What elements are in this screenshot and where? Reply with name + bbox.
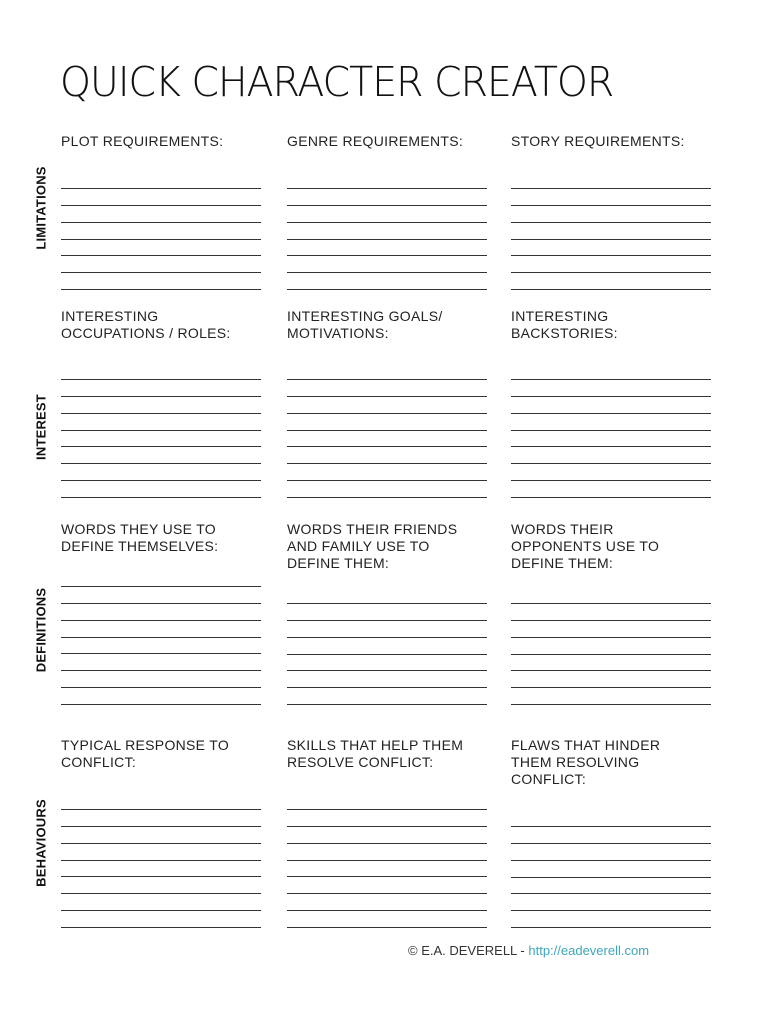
writing-line[interactable]: [511, 481, 711, 498]
self-definition-words-box: [61, 521, 261, 705]
genre-requirements-box: [287, 133, 487, 290]
writing-line[interactable]: [287, 240, 487, 257]
writing-line[interactable]: [287, 397, 487, 414]
page-title: QUICK CHARACTER CREATOR: [60, 58, 614, 106]
writing-line[interactable]: [511, 256, 711, 273]
writing-line[interactable]: [287, 447, 487, 464]
writing-lines[interactable]: [287, 793, 487, 928]
writing-line[interactable]: [287, 172, 487, 189]
writing-line[interactable]: [61, 206, 261, 223]
writing-line[interactable]: [61, 363, 261, 380]
writing-line[interactable]: [511, 671, 711, 688]
box-heading: FLAWS THAT HINDER THEM RESOLVING CONFLICT:: [511, 737, 661, 787]
writing-line[interactable]: [61, 654, 261, 671]
writing-line[interactable]: [287, 688, 487, 705]
writing-line[interactable]: [61, 621, 261, 638]
story-requirements-box: [511, 133, 711, 290]
conflict-skills-box: [287, 737, 487, 928]
writing-line[interactable]: [511, 431, 711, 448]
conflict-response-box: [61, 737, 261, 928]
writing-line[interactable]: [287, 273, 487, 290]
writing-line[interactable]: [61, 256, 261, 273]
interesting-occupations-box: [61, 308, 261, 498]
writing-line[interactable]: [287, 223, 487, 240]
writing-line[interactable]: [287, 671, 487, 688]
writing-line[interactable]: [511, 810, 711, 827]
box-heading: STORY REQUIREMENTS:: [511, 133, 685, 149]
writing-line[interactable]: [511, 894, 711, 911]
box-heading: INTERESTING GOALS/ MOTIVATIONS:: [287, 308, 443, 341]
writing-line[interactable]: [61, 380, 261, 397]
writing-line[interactable]: [287, 877, 487, 894]
writing-line[interactable]: [511, 172, 711, 189]
writing-line[interactable]: [61, 894, 261, 911]
writing-line[interactable]: [61, 397, 261, 414]
writing-line[interactable]: [61, 189, 261, 206]
writing-line[interactable]: [61, 414, 261, 431]
writing-line[interactable]: [61, 431, 261, 448]
copyright-text: © E.A. DEVERELL -: [408, 943, 529, 958]
writing-line[interactable]: [61, 877, 261, 894]
opponents-words-box: [511, 521, 711, 705]
writing-line[interactable]: [287, 861, 487, 878]
writing-lines[interactable]: [511, 587, 711, 705]
writing-line[interactable]: [511, 587, 711, 604]
conflict-flaws-box: [511, 737, 711, 928]
writing-line[interactable]: [61, 793, 261, 810]
writing-line[interactable]: [287, 827, 487, 844]
writing-line[interactable]: [511, 414, 711, 431]
writing-line[interactable]: [511, 621, 711, 638]
writing-line[interactable]: [61, 810, 261, 827]
writing-line[interactable]: [287, 894, 487, 911]
writing-line[interactable]: [511, 464, 711, 481]
writing-line[interactable]: [287, 810, 487, 827]
website-link[interactable]: http://eadeverell.com: [528, 943, 650, 958]
writing-line[interactable]: [287, 363, 487, 380]
writing-line[interactable]: [61, 481, 261, 498]
writing-lines[interactable]: [287, 172, 487, 290]
writing-line[interactable]: [61, 273, 261, 290]
box-heading: PLOT REQUIREMENTS:: [61, 133, 224, 149]
writing-line[interactable]: [61, 587, 261, 604]
writing-line[interactable]: [61, 638, 261, 655]
writing-line[interactable]: [61, 223, 261, 240]
writing-lines[interactable]: [61, 793, 261, 928]
writing-line[interactable]: [61, 911, 261, 928]
writing-line[interactable]: [511, 861, 711, 878]
writing-line[interactable]: [511, 878, 711, 895]
writing-lines[interactable]: [511, 172, 711, 290]
writing-line[interactable]: [61, 844, 261, 861]
writing-line[interactable]: [287, 638, 487, 655]
writing-line[interactable]: [287, 655, 487, 672]
writing-line[interactable]: [511, 363, 711, 380]
writing-line[interactable]: [287, 189, 487, 206]
writing-line[interactable]: [61, 604, 261, 621]
writing-line[interactable]: [61, 688, 261, 705]
writing-line[interactable]: [61, 240, 261, 257]
writing-line[interactable]: [287, 844, 487, 861]
writing-line[interactable]: [511, 688, 711, 705]
writing-line[interactable]: [287, 256, 487, 273]
writing-line[interactable]: [287, 481, 487, 498]
footer-credit: [408, 943, 649, 958]
writing-line[interactable]: [287, 604, 487, 621]
box-heading: TYPICAL RESPONSE TO CONFLICT:: [61, 737, 230, 770]
writing-line[interactable]: [511, 844, 711, 861]
writing-line[interactable]: [511, 911, 711, 928]
writing-lines[interactable]: [61, 570, 261, 705]
writing-line[interactable]: [61, 447, 261, 464]
writing-line[interactable]: [287, 793, 487, 810]
writing-lines[interactable]: [511, 810, 711, 928]
writing-line[interactable]: [61, 671, 261, 688]
plot-requirements-box: [61, 133, 261, 290]
friends-family-words-box: [287, 521, 487, 705]
writing-lines[interactable]: [61, 363, 261, 498]
writing-line[interactable]: [287, 911, 487, 928]
writing-line[interactable]: [511, 273, 711, 290]
box-heading: SKILLS THAT HELP THEM RESOLVE CONFLICT:: [287, 737, 464, 770]
box-heading: WORDS THEIR OPPONENTS USE TO DEFINE THEM:: [511, 521, 660, 571]
writing-lines[interactable]: [287, 363, 487, 498]
writing-line[interactable]: [61, 570, 261, 587]
writing-line[interactable]: [61, 172, 261, 189]
writing-line[interactable]: [511, 604, 711, 621]
writing-line[interactable]: [511, 638, 711, 655]
box-heading: GENRE REQUIREMENTS:: [287, 133, 464, 149]
interesting-backstories-box: [511, 308, 711, 498]
writing-line[interactable]: [511, 189, 711, 206]
interesting-goals-box: [287, 308, 487, 498]
box-heading: WORDS THEY USE TO DEFINE THEMSELVES:: [61, 521, 219, 554]
writing-line[interactable]: [61, 464, 261, 481]
writing-line[interactable]: [287, 621, 487, 638]
writing-lines[interactable]: [61, 172, 261, 290]
writing-line[interactable]: [511, 206, 711, 223]
writing-line[interactable]: [287, 206, 487, 223]
box-heading: INTERESTING OCCUPATIONS / ROLES:: [61, 308, 231, 341]
writing-line[interactable]: [287, 587, 487, 604]
writing-line[interactable]: [287, 464, 487, 481]
writing-line[interactable]: [61, 827, 261, 844]
writing-line[interactable]: [511, 223, 711, 240]
writing-line[interactable]: [287, 414, 487, 431]
writing-line[interactable]: [511, 447, 711, 464]
writing-line[interactable]: [511, 397, 711, 414]
writing-line[interactable]: [61, 861, 261, 878]
writing-line[interactable]: [511, 655, 711, 672]
writing-lines[interactable]: [287, 587, 487, 705]
writing-line[interactable]: [287, 431, 487, 448]
box-heading: INTERESTING BACKSTORIES:: [511, 308, 618, 341]
writing-line[interactable]: [287, 380, 487, 397]
writing-lines[interactable]: [511, 363, 711, 498]
writing-line[interactable]: [511, 240, 711, 257]
writing-line[interactable]: [511, 380, 711, 397]
writing-line[interactable]: [511, 827, 711, 844]
box-heading: WORDS THEIR FRIENDS AND FAMILY USE TO DEFINE THEM:: [287, 521, 458, 571]
